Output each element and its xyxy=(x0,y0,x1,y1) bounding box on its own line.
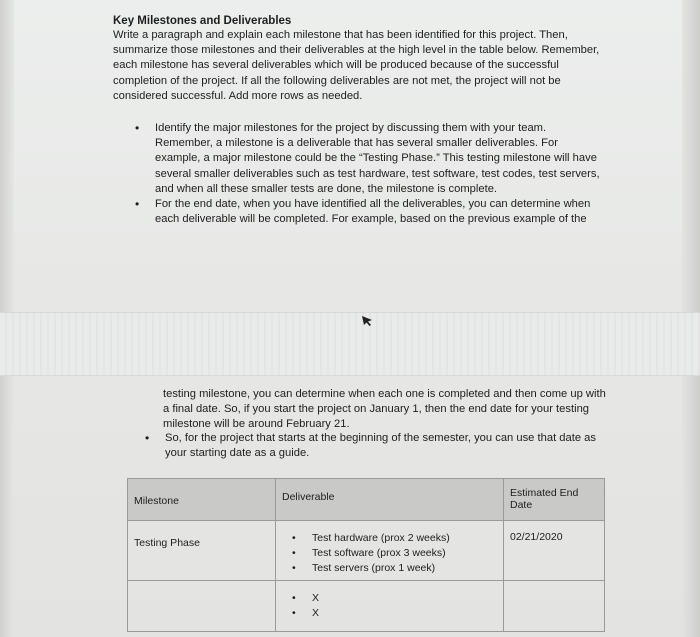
deliverable-item: • X xyxy=(292,607,320,619)
cell-end-date[interactable] xyxy=(504,581,605,632)
table-row xyxy=(128,581,605,632)
header-deliverable: Deliverable xyxy=(276,479,504,521)
bullet-marker: • xyxy=(145,431,150,445)
cell-milestone[interactable]: Testing Phase xyxy=(128,521,276,581)
mouse-cursor-icon xyxy=(361,315,373,327)
bullet-marker: • xyxy=(135,121,140,135)
cell-milestone[interactable] xyxy=(128,581,276,632)
cell-deliverables[interactable] xyxy=(276,581,504,632)
list-item-text: So, for the project that starts at the beginning of the semester, you can use that date as your starting date as a guide. xyxy=(165,432,596,460)
intro-paragraph: Write a paragraph and explain each milestone that has been identified for this project. Then, summarize those milestones and their deliverables at the high level in the table below. Remember, each milestone has several deliverables which will be produced because of the successful completion of the project. If all the following deliverables are not met, the project will not be considered successful. Add more rows as needed. xyxy=(113,29,600,102)
list-item-text: For the end date, when you have identified all the deliverables, you can determine when each deliverable will be completed. For example, based on the previous example of the xyxy=(155,198,591,226)
list-item-text: Identify the major milestones for the project by discussing them with your team. Remember, a milestone is a deliverable that has several smaller deliverables. For example, a major milestone could be the “Testing Phase.” This testing milestone will have several smaller deliverables such as test hardware, test software, test codes, test servers, and when all these smaller tests are done, the milestone is complete. xyxy=(155,122,600,195)
list-item xyxy=(145,431,615,461)
guidance-list-bottom xyxy=(145,431,615,461)
list-item xyxy=(135,121,605,197)
list-item xyxy=(135,197,605,227)
deliverable-list xyxy=(282,531,497,576)
guidance-list-top xyxy=(135,121,605,227)
deliverable-item: • Test software (prox 3 weeks) xyxy=(292,547,446,559)
deliverable-item: • X xyxy=(292,592,320,604)
header-end-date: Estimated End Date xyxy=(504,479,605,521)
cell-end-date[interactable]: 02/21/2020 xyxy=(504,521,605,581)
bullet-marker: • xyxy=(135,197,140,212)
milestones-table xyxy=(127,478,605,632)
table-header-row xyxy=(128,479,605,521)
page-break-region xyxy=(0,312,700,376)
table-row xyxy=(128,521,605,581)
cell-deliverables[interactable] xyxy=(276,521,504,581)
continued-paragraph: testing milestone, you can determine when each one is completed and then come up with a final date. So, if you start the project on January 1, then the end date for your testing milestone will be around February 21. xyxy=(163,388,606,431)
section-heading: Key Milestones and Deliverables xyxy=(113,15,292,27)
header-milestone: Milestone xyxy=(128,479,276,521)
deliverable-item: • Test hardware (prox 2 weeks) xyxy=(292,532,450,544)
deliverable-item: • Test servers (prox 1 week) xyxy=(292,562,436,574)
deliverable-list xyxy=(282,591,497,621)
